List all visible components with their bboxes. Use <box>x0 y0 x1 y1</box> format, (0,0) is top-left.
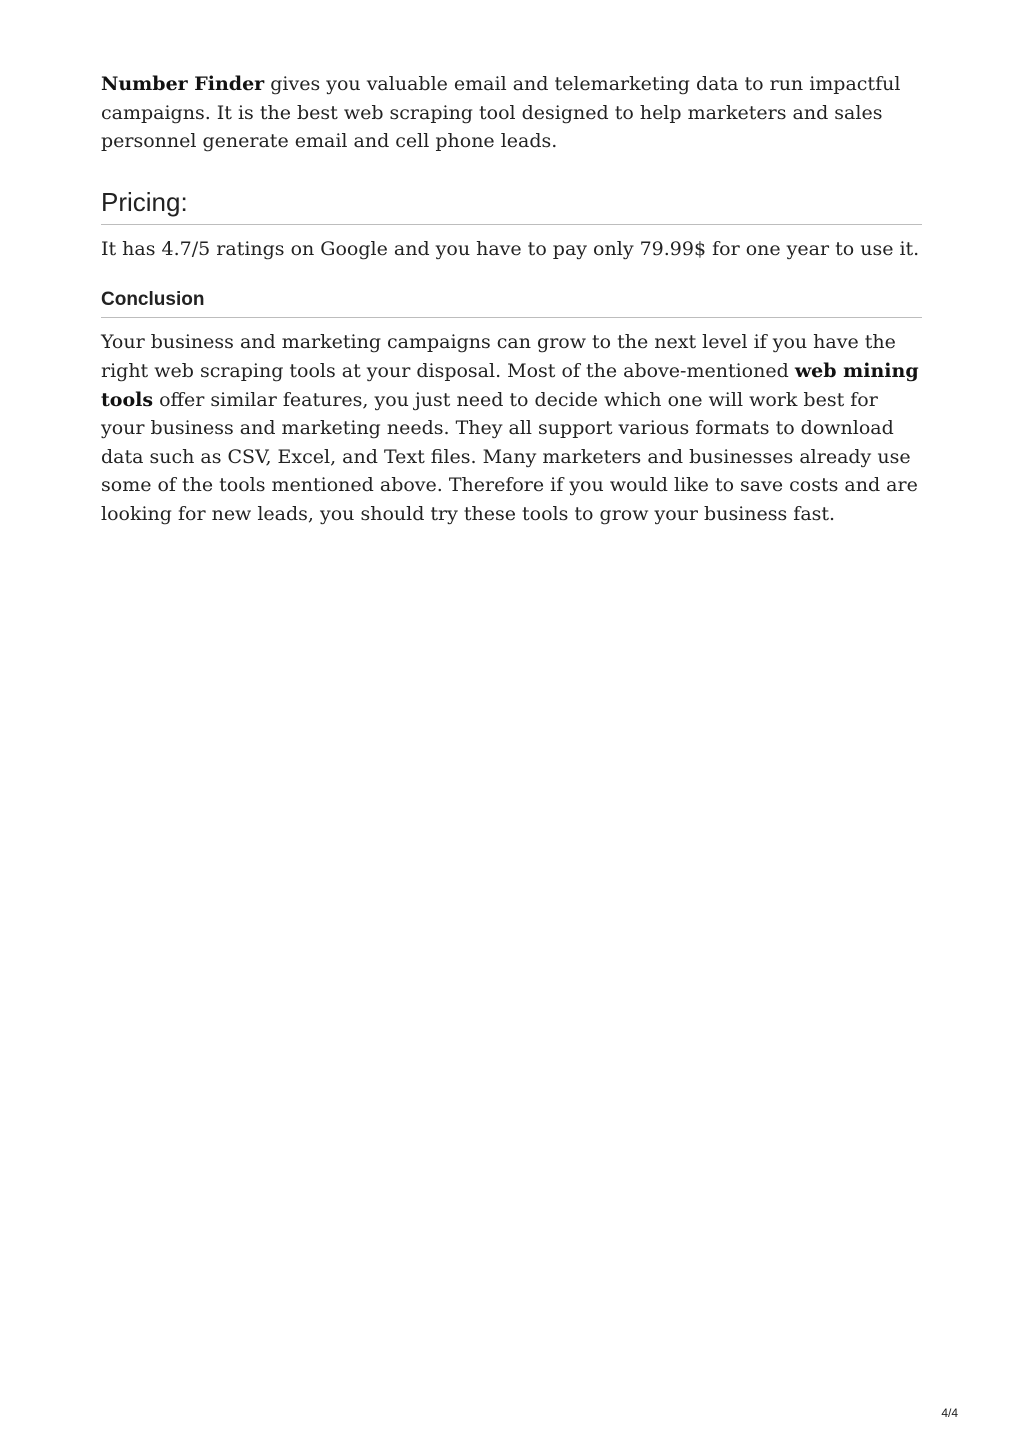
conclusion-heading: Conclusion <box>101 289 922 318</box>
pricing-paragraph: It has 4.7/5 ratings on Google and you have to pay only 79.99$ for one year to use it. <box>101 237 920 260</box>
intro-paragraph <box>101 70 922 156</box>
intro-bold-name: Number Finder <box>101 73 265 95</box>
conclusion-text-before: Your business and marketing campaigns can grow to the next level if you have the right web scraping tools at your disposal. Most of the above-mentioned <box>101 331 896 382</box>
page-number: 4/4 <box>941 1406 958 1420</box>
conclusion-text-after: offer similar features, you just need to decide which one will work best for your business and marketing needs. They all support various formats to download data such as CSV, Excel, and Text files. Many marketers and businesses already use some of the tools mentioned above. Therefore if you would like to save costs and are looking for new leads, you should try these tools to grow your business fast. <box>101 388 918 525</box>
intro-text: gives you valuable email and telemarketing data to run impactful campaigns. It is the best web scraping tool designed to help marketers and sales personnel generate email and cell phone leads. <box>101 73 901 153</box>
pricing-heading: Pricing: <box>101 187 922 225</box>
conclusion-paragraph <box>101 328 922 528</box>
article-content <box>101 70 922 529</box>
conclusion-bold-link: web mining tools <box>101 359 919 411</box>
